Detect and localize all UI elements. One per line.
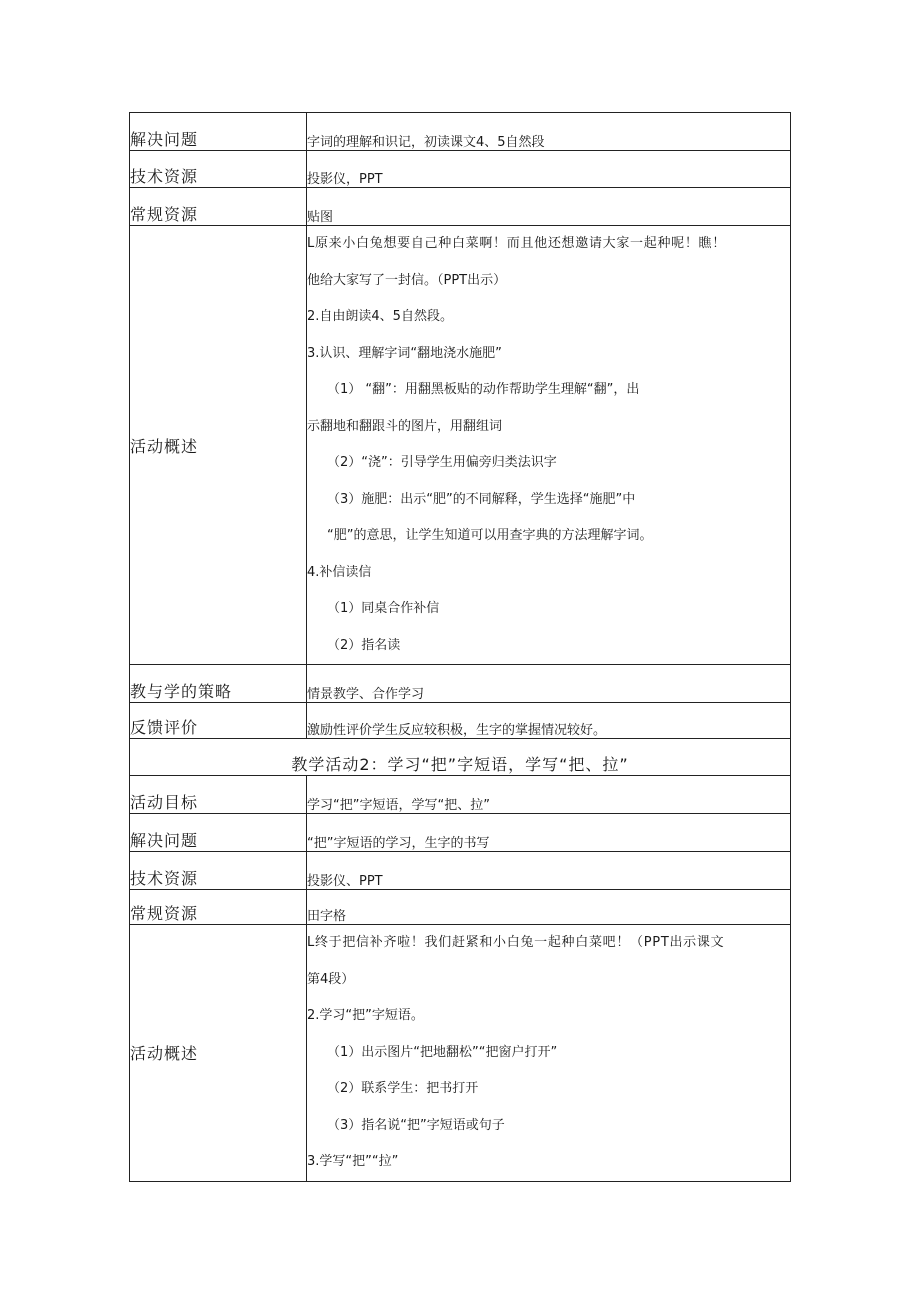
table-row (130, 665, 791, 703)
table-row (130, 113, 791, 151)
activity-overview-label-2: 活动概述 (130, 925, 307, 1182)
activity-line: （3）指名说“把”字短语或句子 (327, 1117, 505, 1133)
table-row (130, 703, 791, 739)
table-row (130, 188, 791, 226)
feedback-value: 激励性评价学生反应较积极，生字的掌握情况较好。 (307, 703, 791, 739)
row-label-regular-resource: 常规资源 (130, 188, 307, 226)
row-value-regular-resource-2: 田字格 (307, 890, 791, 925)
section-header: 教学活动2：学习“把”字短语，学写“把、拉” (130, 739, 791, 776)
activity-line: L终于把信补齐啦！我们赶紧和小白兔一起种白菜吧！（PPT出示课文 (307, 935, 725, 950)
row-label-goal: 活动目标 (130, 776, 307, 814)
row-value-goal: 学习“把”字短语，学写“把、拉” (307, 776, 791, 814)
activity-line: 3.学写“把”“拉” (307, 1154, 399, 1169)
row-value-problem-2: “把”字短语的学习，生字的书写 (307, 814, 791, 852)
row-value-problem: 字词的理解和识记，初读课文4、5自然段 (307, 113, 791, 151)
activity-line: （2）“浇”：引导学生用偏旁归类法识字 (327, 455, 557, 470)
feedback-label: 反馈评价 (130, 703, 307, 739)
row-label-tech-resource-2: 技术资源 (130, 852, 307, 890)
row-value-regular-resource: 贴图 (307, 188, 791, 226)
activity-line: 他给大家写了一封信。（PPT出示） (307, 272, 507, 288)
table-row (130, 925, 791, 1182)
activity-line: 2.学习“把”字短语。 (307, 1008, 424, 1023)
table-row (130, 739, 791, 776)
activity-line: （2）指名读 (327, 637, 401, 653)
activity-line: （3）施肥：出示“肥”的不同解释，学生选择“施肥”中 (327, 491, 636, 507)
activity-line: 4.补信读信 (307, 564, 372, 580)
activity-line: 第4段） (307, 971, 355, 987)
table-row (130, 226, 791, 665)
row-label-problem: 解决问题 (130, 113, 307, 151)
activity-line: （1） “翻”：用翻黑板贴的动作帮助学生理解“翻”，出 (327, 382, 640, 397)
activity-line: （1）出示图片“把地翻松”“把窗户打开” (327, 1044, 558, 1060)
table-row (130, 776, 791, 814)
strategy-label: 教与学的策略 (130, 665, 307, 703)
row-value-tech-resource-2: 投影仪、PPT (307, 852, 791, 890)
activity-line: （1）同桌合作补信 (327, 601, 440, 616)
activity-line: 示翻地和翻跟斗的图片，用翻组词 (307, 418, 503, 434)
activity-overview-label: 活动概述 (130, 226, 307, 665)
activity-line: 2.自由朗读4、5自然段。 (307, 309, 453, 324)
row-label-tech-resource: 技术资源 (130, 151, 307, 188)
row-label-regular-resource-2: 常规资源 (130, 890, 307, 925)
table-row (130, 814, 791, 852)
activity-line: 3.认识、理解字词“翻地浇水施肥” (307, 345, 502, 361)
table-row (130, 890, 791, 925)
table-row (130, 151, 791, 188)
activity-overview-content-2 (307, 925, 791, 1182)
lesson-plan-table (129, 112, 791, 1182)
strategy-value: 情景教学、合作学习 (307, 665, 791, 703)
row-label-problem-2: 解决问题 (130, 814, 307, 852)
activity-overview-content (307, 226, 791, 665)
table-row (130, 852, 791, 890)
activity-line: （2）联系学生：把书打开 (327, 1081, 479, 1096)
activity-line: “肥”的意思，让学生知道可以用查字典的方法理解字词。 (327, 528, 653, 543)
row-value-tech-resource: 投影仪，PPT (307, 151, 791, 188)
activity-line: L原来小白兔想要自己种白菜啊！而且他还想邀请大家一起种呢！瞧！ (307, 236, 726, 251)
